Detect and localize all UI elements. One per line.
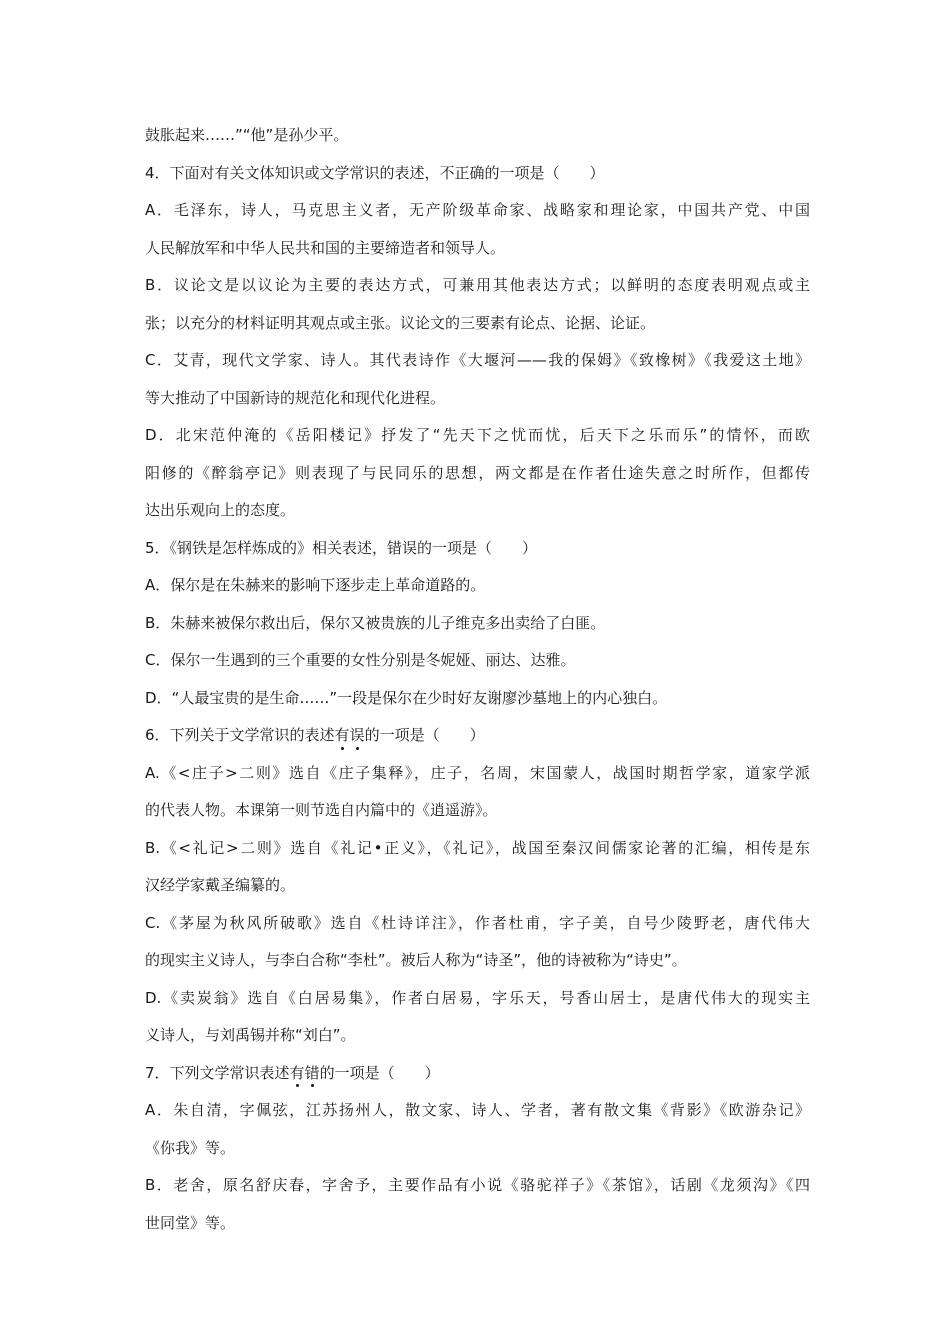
option-6a-line-2: 的代表人物。本课第一则节选自内篇中的《逍遥游》。: [145, 801, 498, 819]
q6-suffix: 的一项是（ ）: [364, 726, 485, 744]
option-6b-line-1: B.《<礼记>二则》选自《礼记•正义》，《礼记》，战国至秦汉间儒家论著的汇编，相传是东: [145, 838, 810, 857]
question-6-stem: [145, 717, 810, 755]
option-6c-line-2: 的现实主义诗人，与李白合称“李杜”。被后人称为“诗圣”，他的诗被称为“诗史”。: [145, 951, 687, 969]
question-4-stem: 4．下面对有关文体知识或文学常识的表述，不正确的一项是（ ）: [145, 163, 605, 182]
question-5-stem: 5．《钢铁是怎样炼成的》相关表述，错误的一项是（ ）: [145, 538, 538, 557]
option-4d-line-3: 达出乐观向上的态度。: [145, 501, 296, 519]
document-body: [145, 117, 810, 1242]
option-6d-line-2: 义诗人，与刘禹锡并称“刘白”。: [145, 1026, 356, 1044]
option-7a-line-1: A．朱自清，字佩弦，江苏扬州人，散文家、诗人、学者，著有散文集《背影》《欧游杂记》: [145, 1101, 810, 1119]
option-7a-line-2: 《你我》等。: [145, 1138, 236, 1157]
option-6a-line-1: A.《<庄子>二则》选自《庄子集释》，庄子，名周，宋国蒙人，战国时期哲学家，道家学派: [145, 763, 810, 782]
q7-emphasis-1: 有: [290, 1055, 305, 1093]
q6-emphasis-1: 有: [335, 717, 350, 755]
option-6b-line-2: 汉经学家戴圣编纂的。: [145, 876, 296, 894]
q7-prefix: 7．下列文学常识表述: [145, 1063, 290, 1082]
option-6d-line-1: D.《卖炭翁》选自《白居易集》，作者白居易，字乐天，号香山居士，是唐代伟大的现实主: [145, 988, 810, 1007]
option-7b-line-1: B．老舍，原名舒庆春，字舍予，主要作品有小说《骆驼祥子》《茶馆》，话剧《龙须沟》《四: [145, 1176, 810, 1194]
option-4b-line-2: 张；以充分的材料证明其观点或主张。议论文的三要素有论点、论据、论证。: [145, 313, 656, 332]
option-5c: C．保尔一生遇到的三个重要的女性分别是冬妮娅、丽达、达雅。: [145, 651, 576, 669]
option-5d: D．“人最宝贵的是生命……”一段是保尔在少时好友谢廖沙墓地上的内心独白。: [145, 688, 668, 707]
option-5a: A．保尔是在朱赫来的影响下逐步走上革命道路的。: [145, 576, 486, 594]
q6-prefix: 6．下列关于文学常识的表述: [145, 726, 335, 744]
text-line: 鼓胀起来……”“他”是孙少平。: [145, 126, 349, 144]
option-4c-line-1: C．艾青，现代文学家、诗人。其代表诗作《大堰河——我的保姆》《致橡树》《我爱这土地》: [145, 351, 810, 369]
option-5b: B．朱赫来被保尔救出后，保尔又被贵族的儿子维克多出卖给了白匪。: [145, 613, 606, 632]
option-4d-line-1: D．北宋范仲淹的《岳阳楼记》抒发了“先天下之忧而忧，后天下之乐而乐”的情怀，而欧: [145, 426, 810, 444]
option-4c-line-2: 等大推动了中国新诗的规范化和现代化进程。: [145, 388, 446, 407]
question-7-stem: [145, 1055, 810, 1093]
option-4a-line-1: A．毛泽东，诗人，马克思主义者，无产阶级革命家、战略家和理论家，中国共产党、中国: [145, 201, 810, 219]
option-6c-line-1: C.《茅屋为秋风所破歌》选自《杜诗详注》，作者杜甫，字子美，自号少陵野老，唐代伟大: [145, 913, 810, 932]
option-4b-line-1: B．议论文是以议论为主要的表达方式，可兼用其他表达方式；以鲜明的态度表明观点或主: [145, 276, 810, 294]
option-4d-line-2: 阳修的《醉翁亭记》则表现了与民同乐的思想，两文都是在作者仕途失意之时所作，但都传: [145, 463, 810, 482]
option-7b-line-2: 世同堂》等。: [145, 1213, 236, 1232]
q7-suffix: 的一项是（ ）: [319, 1063, 440, 1082]
option-4a-line-2: 人民解放军和中华人民共和国的主要缔造者和领导人。: [145, 238, 506, 257]
q6-emphasis-2: 误: [350, 717, 365, 755]
q7-emphasis-2: 错: [305, 1055, 320, 1093]
